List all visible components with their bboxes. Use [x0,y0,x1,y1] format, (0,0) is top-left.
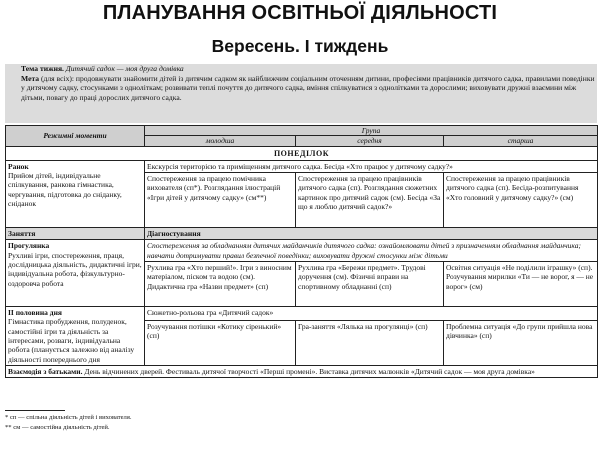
morning-cell [6,160,145,227]
afternoon-cell [6,307,145,366]
day-row [6,146,598,160]
week-theme-label: Тема тижня. [21,64,64,73]
afternoon-common: Сюжетно-рольова гра «Дитячий садок» [145,307,598,321]
walk-common: Спостереження за обладнанням дитячих майданчиків дитячого садка: ознайомлювати дітей з призначенням обладнання майданчика; навчати дотримувати правил безпечної поведінки; виховувати дружні стосунки між дітьми [145,240,598,262]
morning-text: Прийом дітей, індивідуальне спілкування, ранкова гімнастика, чергування, підготовка до сніданку, сніданок [8,171,122,209]
day-title: ПОНЕДІЛОК [6,146,598,160]
walk-text: Рухливі ігри, спостереження, праця, дослідницька діяльність, дидактичні ігри, індивідуальна робота, фізкультурно-оздоровча робота [8,250,142,288]
walk-title: Прогулянка [8,241,50,251]
afternoon-text: Гімнастика пробудження, полуденок, самостійні ігри та діяльність за інтересами, розваги, індивідуальна робота (планується залежно від аналізу діяльності попереднього дня [8,317,135,364]
week-goal-label: Мета [21,73,40,83]
group-junior: молодша [145,136,296,146]
group-middle: середня [296,136,444,146]
lessons-row [6,228,598,240]
group-senior: старша [444,136,598,146]
afternoon-middle: Гра-заняття «Лялька на прогулянці» (сп) [296,320,444,365]
intro-block [5,64,597,123]
footnote-divider [5,410,65,411]
lessons-title: Заняття [8,229,36,239]
morning-row [6,160,598,172]
morning-title: Ранок [8,161,29,171]
walk-middle: Рухлива гра «Бережи предмет». Трудові доручення (см). Фізичні вправи на спортивному обладнанні (сп) [296,262,444,307]
afternoon-junior: Розучування потішки «Котику сіренький» (сп) [145,320,296,365]
morning-middle: Спостереження за працею працівників дитячого садка (сп). Розглядання сюжетних картинок про дитячий садок (см). Бесіда «За що я люблю дитячий садок?» [296,173,444,228]
group-header: Група [145,126,598,136]
plan-table [5,125,598,378]
afternoon-title: ІІ половина дня [8,308,62,318]
footnote-joint: * сп — спільна діяльність дітей і вихователя. [5,414,132,421]
footnote-independent: ** см — самостійна діяльність дітей. [5,424,110,431]
parents-row [6,365,598,377]
week-goal-text: (для всіх): продовжувати знайомити дітей із дитячим садком як найближчим соціальним оточенням дитини, професіями працівників дитячого садка, правилами поведінки у дитячому садку, стосунками з одноліткам; розвивати теплі почуття до дитячого садка, вміння спілкуватися з однолітками та дорослими; виховувати дружні взаємини між дітьми, повагу до праці дорослих дитячого садка. [21,73,595,102]
week-goal [5,74,597,103]
parents-cell [6,365,598,377]
parents-title: Взаємодія з батьками. [8,366,83,376]
footnotes [5,410,597,433]
walk-cell [6,240,145,307]
parents-text: День відчинених дверей. Фестиваль дитячої творчості «Перші промені». Виставка дитячих малюнків «Дитячий садок — моя друга домівка» [84,366,535,376]
page-title: ПЛАНУВАННЯ ОСВІТНЬОЇ ДІЯЛЬНОСТІ [102,2,498,24]
week-theme [5,64,597,74]
morning-senior: Спостереження за працею працівників дитячого садка (сп). Бесіда-розпитування «Хто головний у дитячому садку?» (см) [444,173,598,228]
lessons-text: Діагностування [145,228,598,240]
afternoon-senior: Проблемна ситуація «До групи прийшла нова дівчинка» (сп) [444,320,598,365]
table-header-row [6,126,598,136]
regime-header: Режимні моменти [6,126,145,147]
afternoon-row [6,307,598,321]
walk-junior: Рухлива гра «Хто перший!». Ігри з виносним матеріалом, піском та водою (см). Дидактична гра «Назви предмет» (сп) [145,262,296,307]
page-subtitle: Вересень. І тиждень [211,36,389,56]
morning-common: Екскурсія територією та приміщенням дитячого садка. Бесіда «Хто працює у дитячому садку?» [145,160,598,172]
morning-junior: Спостереження за працею помічника вихователя (сп*). Розглядання ілюстрацій «Ігри дітей у дитячому садку» (см**) [145,173,296,228]
walk-senior: Освітня ситуація «Не поділили іграшку» (сп). Розучування мирилки «Ти — не ворог, я — не ворог» (см) [444,262,598,307]
lessons-title-cell [6,228,145,240]
week-theme-text: Дитячий садок — моя друга домівка [65,64,184,73]
walk-row [6,240,598,262]
